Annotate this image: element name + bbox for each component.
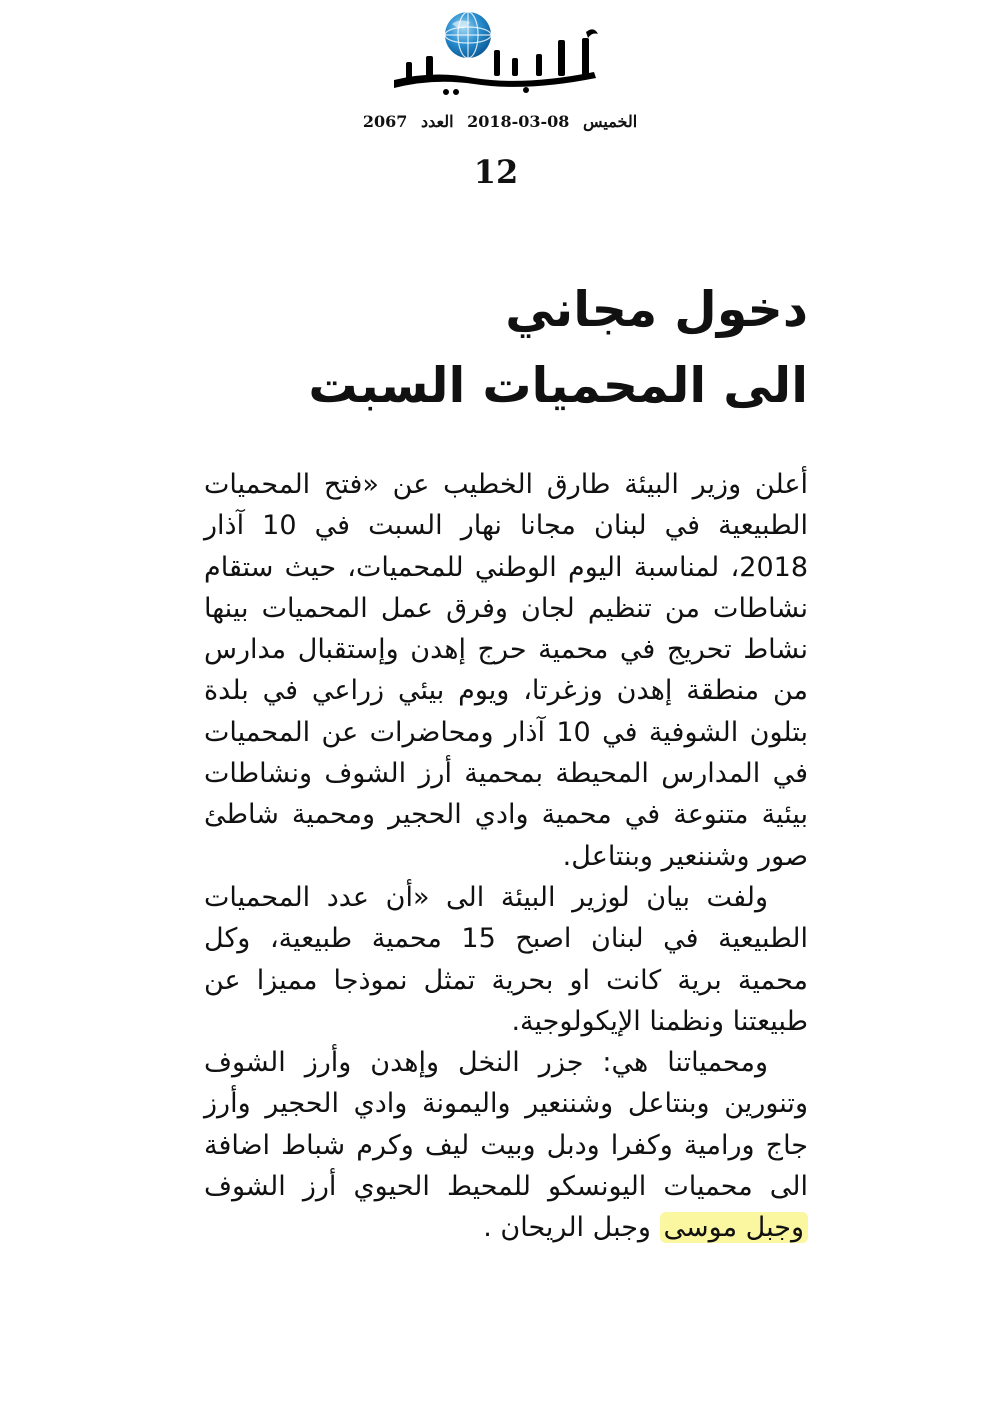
globe-icon xyxy=(445,12,491,58)
issue-number: 2067 xyxy=(362,112,408,131)
issue-day: الخميس xyxy=(583,112,638,131)
page-number: 12 xyxy=(473,153,519,191)
paragraph-3-end: وجبل الريحان . xyxy=(483,1212,660,1244)
paragraph-3-text: ومحمياتنا هي: جزر النخل وإهدن وأرز الشوف وتنورين وبنتاعل وشننعير واليمونة وادي الحجير وأرز جاج ورامية وكفرا ودبل وبيت ليف وكرم شباط اضافة الى محميات اليونسكو للمحيط الحيوي أرز الشوف xyxy=(204,1047,808,1203)
issue-date: 08-03-2018 xyxy=(467,112,570,131)
article-paragraph-1: أعلن وزير البيئة طارق الخطيب عن «فتح المحميات الطبيعية في لبنان مجانا نهار السبت في 10 آذار 2018، لمناسبة اليوم الوطني للمحميات، حيث ستقام نشاطات من تنظيم لجان وفرق عمل المحميات بينها نشاط تحريج في محمية حرج إهدن وإستقبال مدارس من منطقة إهدن وزغرتا، ويوم بيئي زراعي في بلدة بتلون الشوفية في 10 آذار ومحاضرات عن المحميات في المدارس المحيطة بمحمية أرز الشوف ونشاطات بيئية متنوعة في محمية وادي الحجير ومحمية شاطئ صور وشننعير وبنتاعل. xyxy=(204,469,808,872)
headline-line-2: الى المحميات السبت xyxy=(308,357,808,414)
masthead-calligraphy xyxy=(394,29,598,95)
article-paragraph-2: ولفت بيان لوزير البيئة الى «أن عدد المحميات الطبيعية في لبنان اصبح 15 محمية طبيعية، وكل محمية برية كانت او بحرية تمثل نموذجا مميزا عن طبيعتنا ونظمنا الإيكولوجية. xyxy=(204,881,808,1037)
issue-label: العدد xyxy=(420,112,454,131)
issue-info xyxy=(340,112,660,131)
headline-line-1: دخول مجاني xyxy=(505,281,808,338)
article-body xyxy=(204,464,808,1249)
masthead-logo xyxy=(386,10,616,105)
article-headline xyxy=(190,272,808,424)
article-paragraph-3 xyxy=(204,1042,808,1248)
highlighted-text: وجبل موسى xyxy=(660,1212,808,1243)
newspaper-logo xyxy=(386,10,616,105)
